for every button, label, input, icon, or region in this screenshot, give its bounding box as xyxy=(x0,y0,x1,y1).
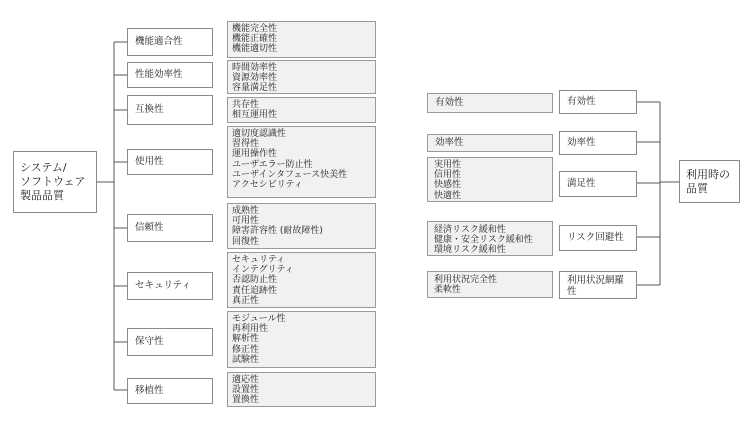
sub-characteristic-box xyxy=(427,221,553,256)
left-root-line: 製品品質 xyxy=(20,188,64,202)
characteristic-box xyxy=(127,95,213,125)
sub-characteristic: 容量満足性 xyxy=(232,83,278,94)
sub-characteristic-box xyxy=(427,157,553,202)
sub-characteristic: 試験性 xyxy=(232,354,260,365)
characteristic-box xyxy=(127,214,213,242)
sub-characteristic-box xyxy=(227,203,376,249)
sub-characteristic: ユーザインタフェース快美性 xyxy=(232,169,348,180)
sub-characteristic: 設置性 xyxy=(232,385,260,396)
left-root-line: システム/ xyxy=(20,161,67,175)
characteristic-box xyxy=(127,28,213,56)
right-root-box xyxy=(679,160,740,203)
characteristic-label: 性 xyxy=(567,286,577,297)
sub-characteristic: 適切度認識性 xyxy=(232,129,287,139)
sub-characteristic: 障害許容性 (耐故障性) xyxy=(232,226,323,237)
sub-characteristic: 環境リスク緩和性 xyxy=(434,245,506,256)
sub-characteristic-box xyxy=(227,252,376,308)
characteristic-label: リスク回避性 xyxy=(567,231,624,243)
sub-characteristic: 快適性 xyxy=(434,190,462,201)
sub-characteristic: 経済リスク緩和性 xyxy=(434,225,506,235)
sub-characteristic: 有効性 xyxy=(435,96,464,108)
characteristic-label: 利用状況網羅 xyxy=(567,275,625,286)
sub-characteristic: 適応性 xyxy=(232,375,260,385)
left-root-line: ソフトウェア xyxy=(20,175,86,189)
right-root-line: 品質 xyxy=(686,181,708,195)
sub-characteristic: 真正性 xyxy=(232,295,260,306)
characteristic-label: 信頼性 xyxy=(135,221,164,233)
sub-characteristic: 機能完全性 xyxy=(232,24,278,34)
sub-characteristic: 運用操作性 xyxy=(232,149,278,160)
right-root-line: 利用時の xyxy=(686,167,730,181)
characteristic-label: 機能適合性 xyxy=(135,35,183,47)
characteristic-box xyxy=(559,90,637,114)
characteristic-label: 満足性 xyxy=(567,177,596,189)
sub-characteristic: モジュール性 xyxy=(232,314,286,324)
characteristic-label: 使用性 xyxy=(135,155,164,167)
sub-characteristic-box xyxy=(427,271,553,298)
sub-characteristic: 解析性 xyxy=(232,334,260,345)
characteristic-box xyxy=(559,225,637,251)
sub-characteristic-box xyxy=(227,97,376,123)
sub-characteristic: 効率性 xyxy=(435,136,464,148)
characteristic-label: 有効性 xyxy=(567,95,596,107)
sub-characteristic: 置換性 xyxy=(232,395,260,406)
sub-characteristic: 柔軟性 xyxy=(434,285,462,296)
sub-characteristic: 機能正確性 xyxy=(232,34,278,45)
characteristic-box xyxy=(127,62,213,88)
sub-characteristic: 健康・安全リスク緩和性 xyxy=(434,235,533,246)
sub-characteristic-box xyxy=(227,60,376,94)
sub-characteristic: 相互運用性 xyxy=(232,110,278,121)
sub-characteristic: 信用性 xyxy=(434,170,462,181)
sub-characteristic: 回復性 xyxy=(232,236,260,247)
sub-characteristic: セキュリティ xyxy=(232,255,286,265)
sub-characteristic: 責任追跡性 xyxy=(232,285,278,296)
sub-characteristic: 習得性 xyxy=(232,139,260,150)
characteristic-label: セキュリティ xyxy=(135,279,192,291)
characteristic-label: 効率性 xyxy=(567,136,596,148)
sub-characteristic-box xyxy=(227,126,376,198)
characteristic-box xyxy=(559,271,637,299)
sub-characteristic-box xyxy=(427,93,553,113)
sub-characteristic: 共存性 xyxy=(232,100,260,110)
sub-characteristic: アクセシビリティ xyxy=(232,180,303,191)
sub-characteristic: 可用性 xyxy=(232,216,260,227)
sub-characteristic-box xyxy=(227,311,376,368)
sub-characteristic: インテグリティ xyxy=(232,265,294,276)
sub-characteristic: 否認防止性 xyxy=(232,275,278,286)
sub-characteristic: 再利用性 xyxy=(232,324,269,335)
sub-characteristic-box xyxy=(227,21,376,58)
sub-characteristic-box xyxy=(427,134,553,152)
sub-characteristic: 実用性 xyxy=(434,160,462,170)
sub-characteristic: 利用状況完全性 xyxy=(434,275,498,285)
characteristic-box xyxy=(559,131,637,155)
sub-characteristic: 時間効率性 xyxy=(232,63,278,73)
characteristic-box xyxy=(127,378,213,404)
characteristic-label: 互換性 xyxy=(135,103,164,115)
sub-characteristic-box xyxy=(227,372,376,407)
sub-characteristic: 資源効率性 xyxy=(232,73,278,84)
characteristic-box xyxy=(127,328,213,356)
characteristic-box xyxy=(127,272,213,300)
characteristic-label: 性能効率性 xyxy=(135,68,183,80)
sub-characteristic: 修正性 xyxy=(232,344,260,355)
sub-characteristic: ユーザエラー防止性 xyxy=(232,159,313,170)
characteristic-label: 保守性 xyxy=(135,335,164,347)
sub-characteristic: 機能適切性 xyxy=(232,44,278,55)
sub-characteristic: 成熟性 xyxy=(232,206,260,216)
characteristic-box xyxy=(559,171,637,197)
characteristic-label: 移植性 xyxy=(135,384,164,396)
left-root-box xyxy=(13,151,97,213)
sub-characteristic: 快感性 xyxy=(434,180,462,191)
characteristic-box xyxy=(127,149,213,175)
